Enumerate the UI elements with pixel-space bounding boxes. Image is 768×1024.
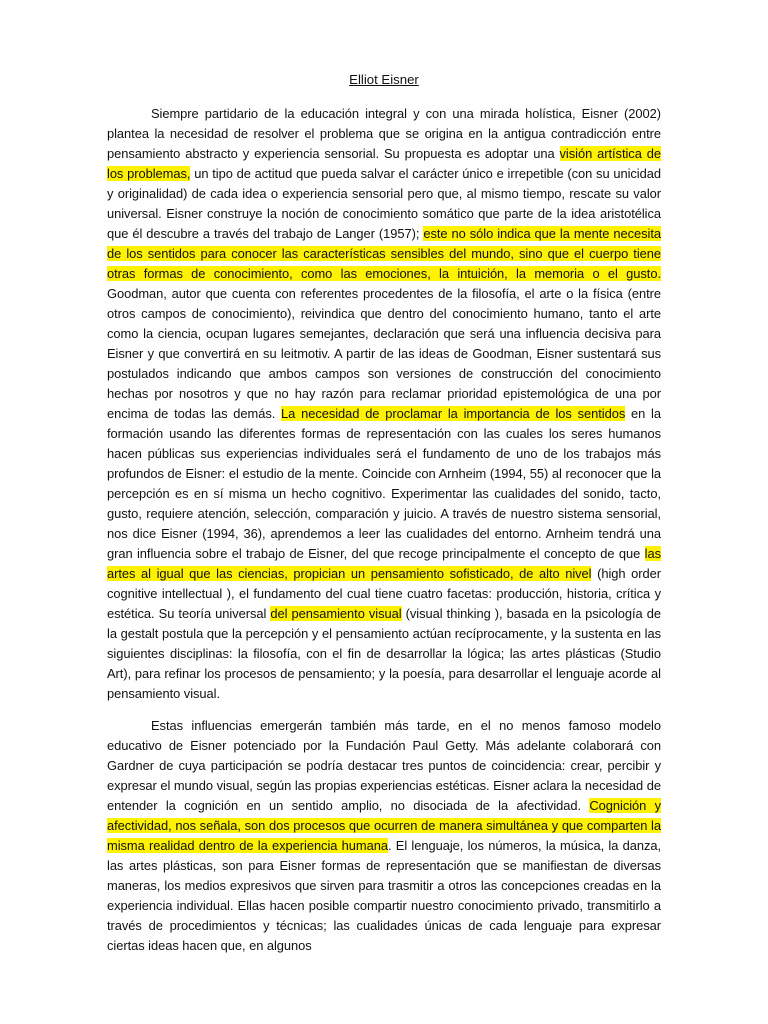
text-segment: un tipo de actitud que pueda salvar el carácter único e irrepetible (con su unicidad y originalidad) de cada idea o experiencia sensorial pero que, al mismo tiempo, rescate su valor universal. Eisner construye la noción de conocimiento somático que parte de la idea aristotélica que él descubre a través del trabajo de Langer (1957); [107, 166, 661, 241]
text-segment: Estas influencias emergerán también más tarde, en el no menos famoso modelo educativo de Eisner potenciado por la Fundación Paul Getty. Más adelante colaborará con Gardner de cuya participación se podría destacar tres puntos de coincidencia: crear, percibir y expresar el mundo visual, según las propias experiencias estéticas. Eisner aclara la necesidad de entender la cognición en un sentido amplio, no disociada de la afectividad. [107, 718, 661, 813]
highlighted-text: visión artística de los problemas, [107, 146, 661, 181]
text-segment: en la formación usando las diferentes formas de representación con las cuales los seres humanos hacen públicas sus experiencias individuales será el fundamento de uno de los trabajos más profundos de Eisner: el estudio de la mente. Coincide con Arnheim (1994, 55) al reconocer que la percepción es en sí misma un hecho cognitivo. Experimentar las cualidades del sonido, tacto, gusto, requiere atención, selección, comparación y juicio. A través de nuestro sistema sensorial, nos dice Eisner (1994, 36), aprendemos a leer las cualidades del entorno. Arnheim tendrá una gran influencia sobre el trabajo de Eisner, del que recoge principalmente el concepto de que [107, 406, 661, 561]
highlighted-text: las artes al igual que las ciencias, propician un pensamiento sofisticado, de alto nivel [107, 546, 661, 581]
document-title: Elliot Eisner [349, 72, 419, 87]
text-segment: Siempre partidario de la educación integral y con una mirada holística, Eisner (2002) plantea la necesidad de resolver el problema que se origina en la antigua contradicción entre pensamiento abstracto y experiencia sensorial. Su propuesta es adoptar una [107, 106, 661, 161]
document-body [107, 104, 661, 956]
highlighted-text: este no sólo indica que la mente necesita de los sentidos para conocer las características sensibles del mundo, sino que el cuerpo tiene otras formas de conocimiento, como las emociones, la intuición, la memoria o el gusto. [107, 226, 661, 281]
document-page [107, 70, 661, 968]
paragraph [107, 104, 661, 704]
highlighted-text: del pensamiento visual [270, 606, 402, 621]
text-segment: (visual thinking ), basada en la psicología de la gestalt postula que la percepción y el pensamiento actúan recíprocamente, y la sustenta en las siguientes disciplinas: la filosofía, con el fin de desarrollar la lógica; las artes plásticas (Studio Art), para refinar los procesos de pensamiento; y la poesía, para desarrollar el lenguaje acorde al pensamiento visual. [107, 606, 661, 701]
text-segment: (high order cognitive intellectual ), el fundamento del cual tiene cuatro facetas: producción, historia, crítica y estética. Su teoría universal [107, 566, 661, 621]
text-segment: Goodman, autor que cuenta con referentes procedentes de la filosofía, el arte o la física (entre otros campos de conocimiento), reivindica que dentro del conocimiento humano, tanto el arte como la ciencia, ocupan lugares semejantes, declaración que será una influencia decisiva para Eisner y que convertirá en su leitmotiv. A partir de las ideas de Goodman, Eisner sustentará sus postulados indicando que ambos campos son versiones de construcción del conocimiento hechas por nosotros y que no hay razón para reclamar prioridad epistemológica de una por encima de todas las demás. [107, 286, 661, 421]
highlighted-text: Cognición y afectividad, nos señala, son dos procesos que ocurren de manera simultánea y que comparten la misma realidad dentro de la experiencia humana [107, 798, 661, 853]
highlighted-text: La necesidad de proclamar la importancia de los sentidos [281, 406, 626, 421]
paragraph [107, 716, 661, 956]
text-segment: . El lenguaje, los números, la música, la danza, las artes plásticas, son para Eisner formas de representación que se manifiestan de diversas maneras, los medios expresivos que sirven para trasmitir a otros las concepciones creadas en la experiencia individual. Ellas hacen posible compartir nuestro conocimiento privado, transmitirlo a través de procedimientos y técnicas; las cualidades únicas de cada lenguaje para expresar ciertas ideas hacen que, en algunos [107, 838, 662, 953]
